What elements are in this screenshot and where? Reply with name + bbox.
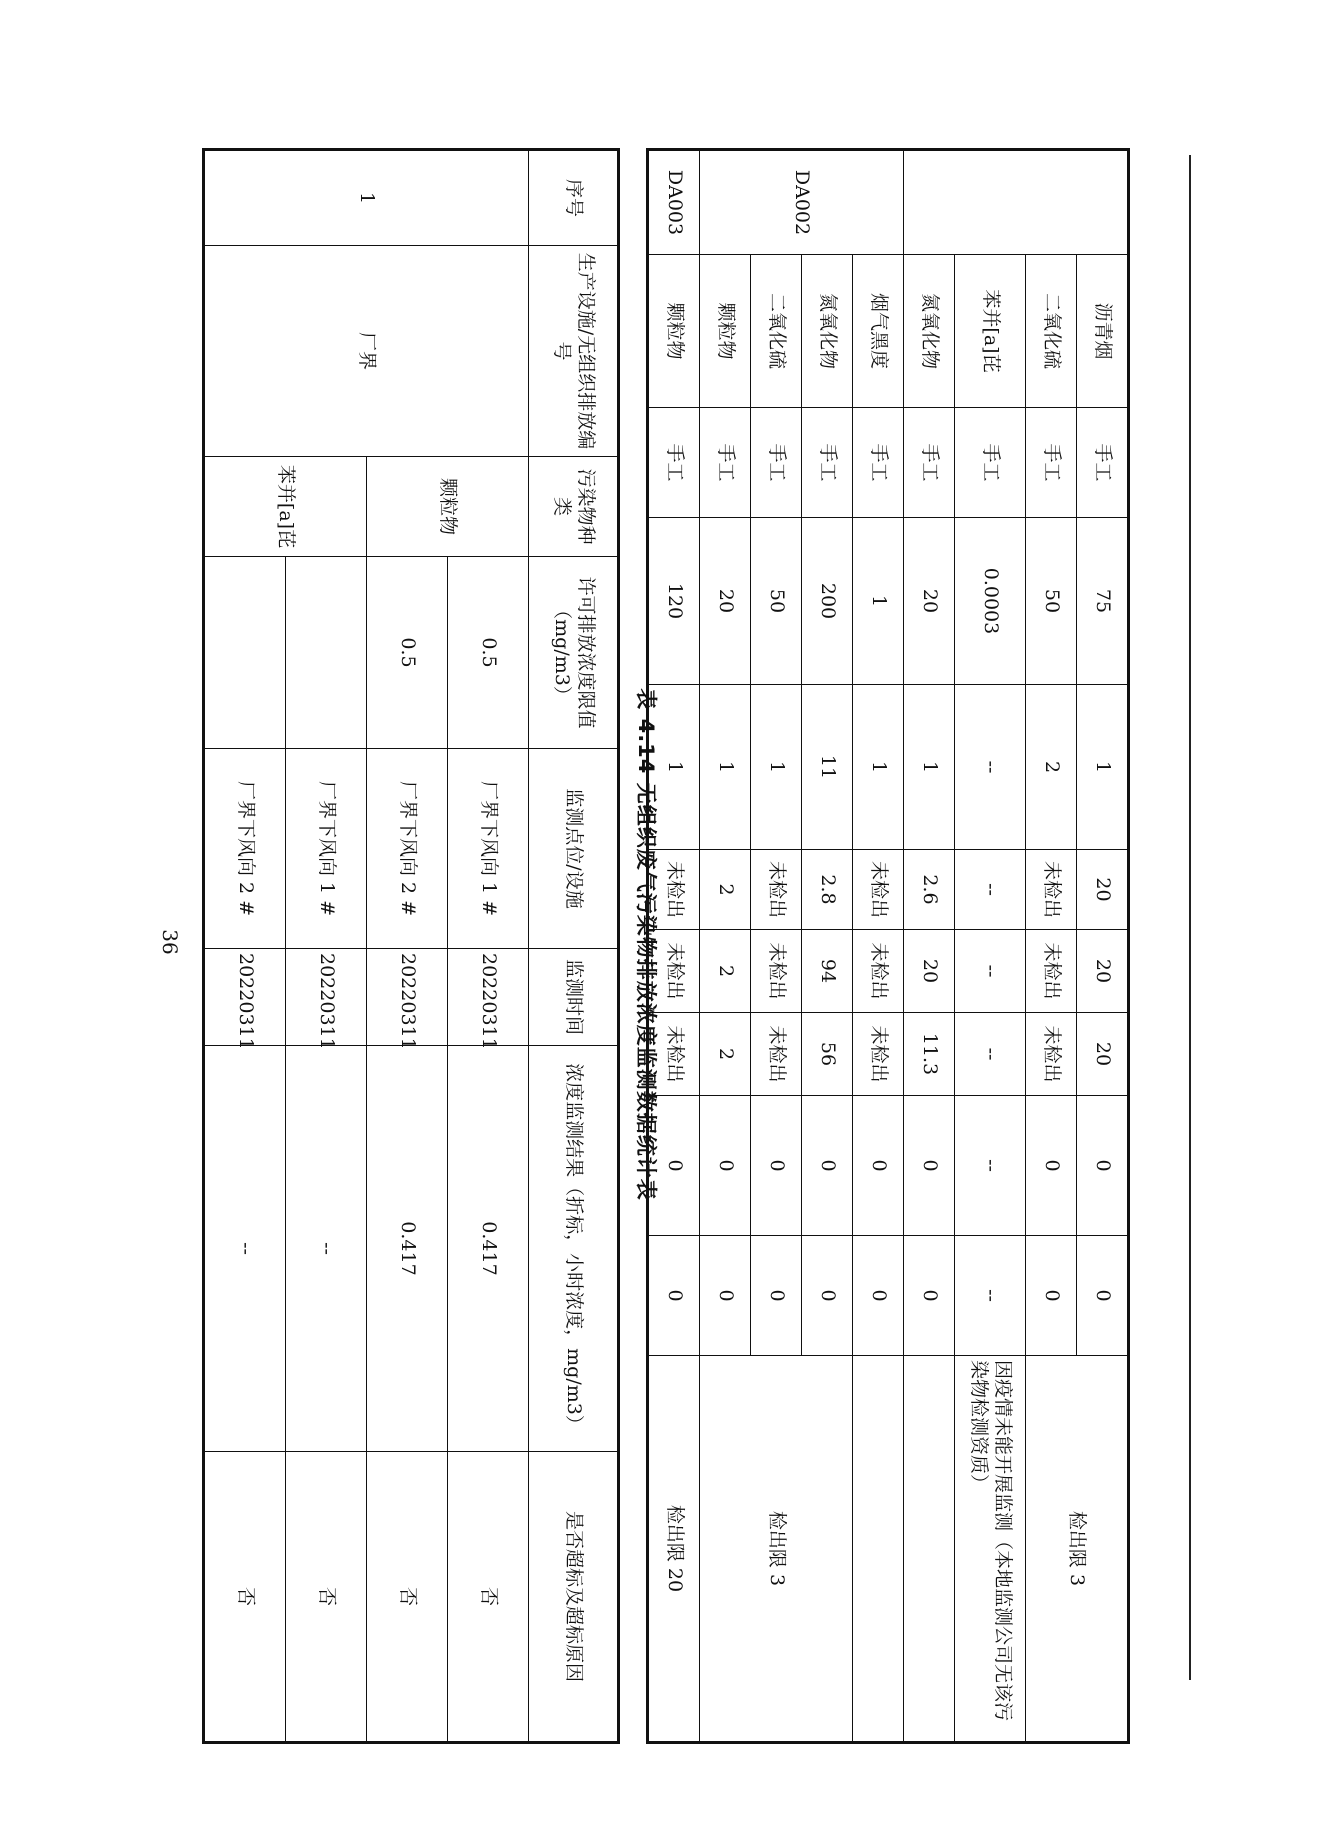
result-min-cell: 2 — [700, 850, 751, 930]
limit-cell: 0.0003 — [955, 518, 1026, 685]
pollutant-cell: 颗粒物 — [367, 457, 529, 557]
exceed-count-cell: 0 — [751, 1096, 802, 1236]
seq-cell: 1 — [204, 150, 529, 246]
fugitive-emission-table-wrapper — [215, 148, 620, 1741]
exceed-rate-cell: 0 — [853, 1236, 904, 1356]
pollutant-cell: 颗粒物 — [700, 255, 751, 408]
method-cell: 手工 — [648, 408, 700, 518]
exceed-cell: 否 — [204, 1452, 286, 1743]
note-cell: 检出限 3 — [1026, 1356, 1129, 1743]
exceed-count-cell: 0 — [853, 1096, 904, 1236]
pollutant-cell: 颗粒物 — [648, 255, 700, 408]
note-cell: 检出限 20 — [648, 1356, 700, 1743]
outlet-cell — [904, 150, 1129, 255]
exceed-rate-cell: 0 — [700, 1236, 751, 1356]
table-row — [853, 150, 904, 1743]
result-avg-cell: 2 — [700, 1013, 751, 1096]
exceed-rate-cell: 0 — [904, 1236, 955, 1356]
detect-count-cell: 1 — [904, 685, 955, 850]
outlet-cell: DA003 — [648, 150, 700, 255]
emission-table-continued-wrapper — [663, 148, 1130, 1741]
result-avg-cell: 未检出 — [1026, 1013, 1077, 1096]
point-cell: 厂界下风向 1 # — [286, 749, 367, 949]
limit-cell: 0.5 — [448, 557, 529, 749]
header-facility: 生产设施/无组织排放编号 — [529, 246, 619, 457]
pollutant-cell: 氮氧化物 — [802, 255, 853, 408]
page-right-rule — [1189, 155, 1191, 1680]
table-caption: 表 4.14 无组织废气污染物排放浓度监测数据统计表 — [634, 688, 658, 1201]
pollutant-cell: 二氧化硫 — [751, 255, 802, 408]
result-max-cell: 未检出 — [1026, 930, 1077, 1013]
result-max-cell: 未检出 — [648, 930, 700, 1013]
header-exceed: 是否超标及超标原因 — [529, 1452, 619, 1743]
exceed-rate-cell: 0 — [1026, 1236, 1077, 1356]
time-cell: 20220311 — [204, 949, 286, 1046]
note-cell — [904, 1356, 955, 1743]
result-max-cell: -- — [955, 930, 1026, 1013]
exceed-cell: 否 — [367, 1452, 448, 1743]
limit-cell: 0.5 — [367, 557, 448, 749]
result-max-cell: 2 — [700, 930, 751, 1013]
limit-cell: 50 — [751, 518, 802, 685]
result-avg-cell: 56 — [802, 1013, 853, 1096]
limit-cell: 120 — [648, 518, 700, 685]
table-row — [1077, 150, 1129, 1743]
exceed-count-cell: 0 — [700, 1096, 751, 1236]
limit-cell: 20 — [700, 518, 751, 685]
limit-cell: 1 — [853, 518, 904, 685]
header-limit: 许可排放浓度限值（mg/m3） — [529, 557, 619, 749]
point-cell: 厂界下风向 2 # — [367, 749, 448, 949]
exceed-cell: 否 — [286, 1452, 367, 1743]
header-pollutant: 污染物种类 — [529, 457, 619, 557]
limit-cell: 200 — [802, 518, 853, 685]
result-max-cell: 20 — [1077, 930, 1129, 1013]
result-cell: -- — [204, 1046, 286, 1452]
header-seq: 序号 — [529, 150, 619, 246]
table-row — [904, 150, 955, 1743]
exceed-count-cell: 0 — [904, 1096, 955, 1236]
outlet-cell: DA002 — [700, 150, 904, 255]
result-max-cell: 未检出 — [853, 930, 904, 1013]
time-cell: 20220311 — [286, 949, 367, 1046]
exceed-count-cell: 0 — [1026, 1096, 1077, 1236]
method-cell: 手工 — [802, 408, 853, 518]
header-point: 监测点位/设施 — [529, 749, 619, 949]
table-row — [802, 150, 853, 1743]
result-min-cell: 2.6 — [904, 850, 955, 930]
result-max-cell: 未检出 — [751, 930, 802, 1013]
exceed-cell: 否 — [448, 1452, 529, 1743]
result-cell: -- — [286, 1046, 367, 1452]
pollutant-cell: 烟气黑度 — [853, 255, 904, 408]
detect-count-cell: 1 — [700, 685, 751, 850]
exceed-rate-cell: -- — [955, 1236, 1026, 1356]
pollutant-cell: 氮氧化物 — [904, 255, 955, 408]
limit-cell: 50 — [1026, 518, 1077, 685]
result-min-cell: 20 — [1077, 850, 1129, 930]
exceed-rate-cell: 0 — [751, 1236, 802, 1356]
result-cell: 0.417 — [367, 1046, 448, 1452]
result-avg-cell: 11.3 — [904, 1013, 955, 1096]
result-min-cell: 未检出 — [648, 850, 700, 930]
exceed-count-cell: 0 — [648, 1096, 700, 1236]
result-min-cell: 2.8 — [802, 850, 853, 930]
fugitive-emission-table — [202, 148, 620, 1744]
result-max-cell: 20 — [904, 930, 955, 1013]
detect-count-cell: 1 — [1077, 685, 1129, 850]
exceed-count-cell: -- — [955, 1096, 1026, 1236]
method-cell: 手工 — [1026, 408, 1077, 518]
detect-count-cell: 2 — [1026, 685, 1077, 850]
page-number: 36 — [158, 929, 182, 955]
detect-count-cell: 1 — [853, 685, 904, 850]
limit-cell — [204, 557, 286, 749]
exceed-count-cell: 0 — [1077, 1096, 1129, 1236]
result-cell: 0.417 — [448, 1046, 529, 1452]
method-cell: 手工 — [700, 408, 751, 518]
result-min-cell: -- — [955, 850, 1026, 930]
result-avg-cell: -- — [955, 1013, 1026, 1096]
detect-count-cell: 11 — [802, 685, 853, 850]
note-cell — [853, 1356, 904, 1743]
point-cell: 厂界下风向 1 # — [448, 749, 529, 949]
result-avg-cell: 20 — [1077, 1013, 1129, 1096]
header-result: 浓度监测结果（折标，小时浓度，mg/m3） — [529, 1046, 619, 1452]
result-avg-cell: 未检出 — [648, 1013, 700, 1096]
note-cell: 检出限 3 — [700, 1356, 853, 1743]
table-caption-wrapper — [627, 148, 667, 1741]
note-cell: 因疫情未能开展监测（本地监测公司无该污染物检测资质） — [955, 1356, 1026, 1743]
result-min-cell: 未检出 — [853, 850, 904, 930]
facility-cell: 厂界 — [204, 246, 529, 457]
method-cell: 手工 — [955, 408, 1026, 518]
table-row — [955, 150, 1026, 1743]
method-cell: 手工 — [1077, 408, 1129, 518]
table-row — [448, 150, 529, 1743]
pollutant-cell: 苯并[a]芘 — [204, 457, 367, 557]
exceed-count-cell: 0 — [802, 1096, 853, 1236]
exceed-rate-cell: 0 — [648, 1236, 700, 1356]
result-max-cell: 94 — [802, 930, 853, 1013]
detect-count-cell: 1 — [751, 685, 802, 850]
header-time: 监测时间 — [529, 949, 619, 1046]
result-avg-cell: 未检出 — [853, 1013, 904, 1096]
point-cell: 厂界下风向 2 # — [204, 749, 286, 949]
table-header-row — [529, 150, 619, 1743]
method-cell: 手工 — [853, 408, 904, 518]
emission-table-continued — [646, 148, 1130, 1744]
result-min-cell: 未检出 — [1026, 850, 1077, 930]
pollutant-cell: 苯并[a]芘 — [955, 255, 1026, 408]
time-cell: 20220311 — [448, 949, 529, 1046]
limit-cell: 75 — [1077, 518, 1129, 685]
limit-cell: 20 — [904, 518, 955, 685]
detect-count-cell: 1 — [648, 685, 700, 850]
pollutant-cell: 二氧化硫 — [1026, 255, 1077, 408]
exceed-rate-cell: 0 — [1077, 1236, 1129, 1356]
result-min-cell: 未检出 — [751, 850, 802, 930]
result-avg-cell: 未检出 — [751, 1013, 802, 1096]
method-cell: 手工 — [904, 408, 955, 518]
time-cell: 20220311 — [367, 949, 448, 1046]
exceed-rate-cell: 0 — [802, 1236, 853, 1356]
method-cell: 手工 — [751, 408, 802, 518]
detect-count-cell: -- — [955, 685, 1026, 850]
pollutant-cell: 沥青烟 — [1077, 255, 1129, 408]
limit-cell — [286, 557, 367, 749]
